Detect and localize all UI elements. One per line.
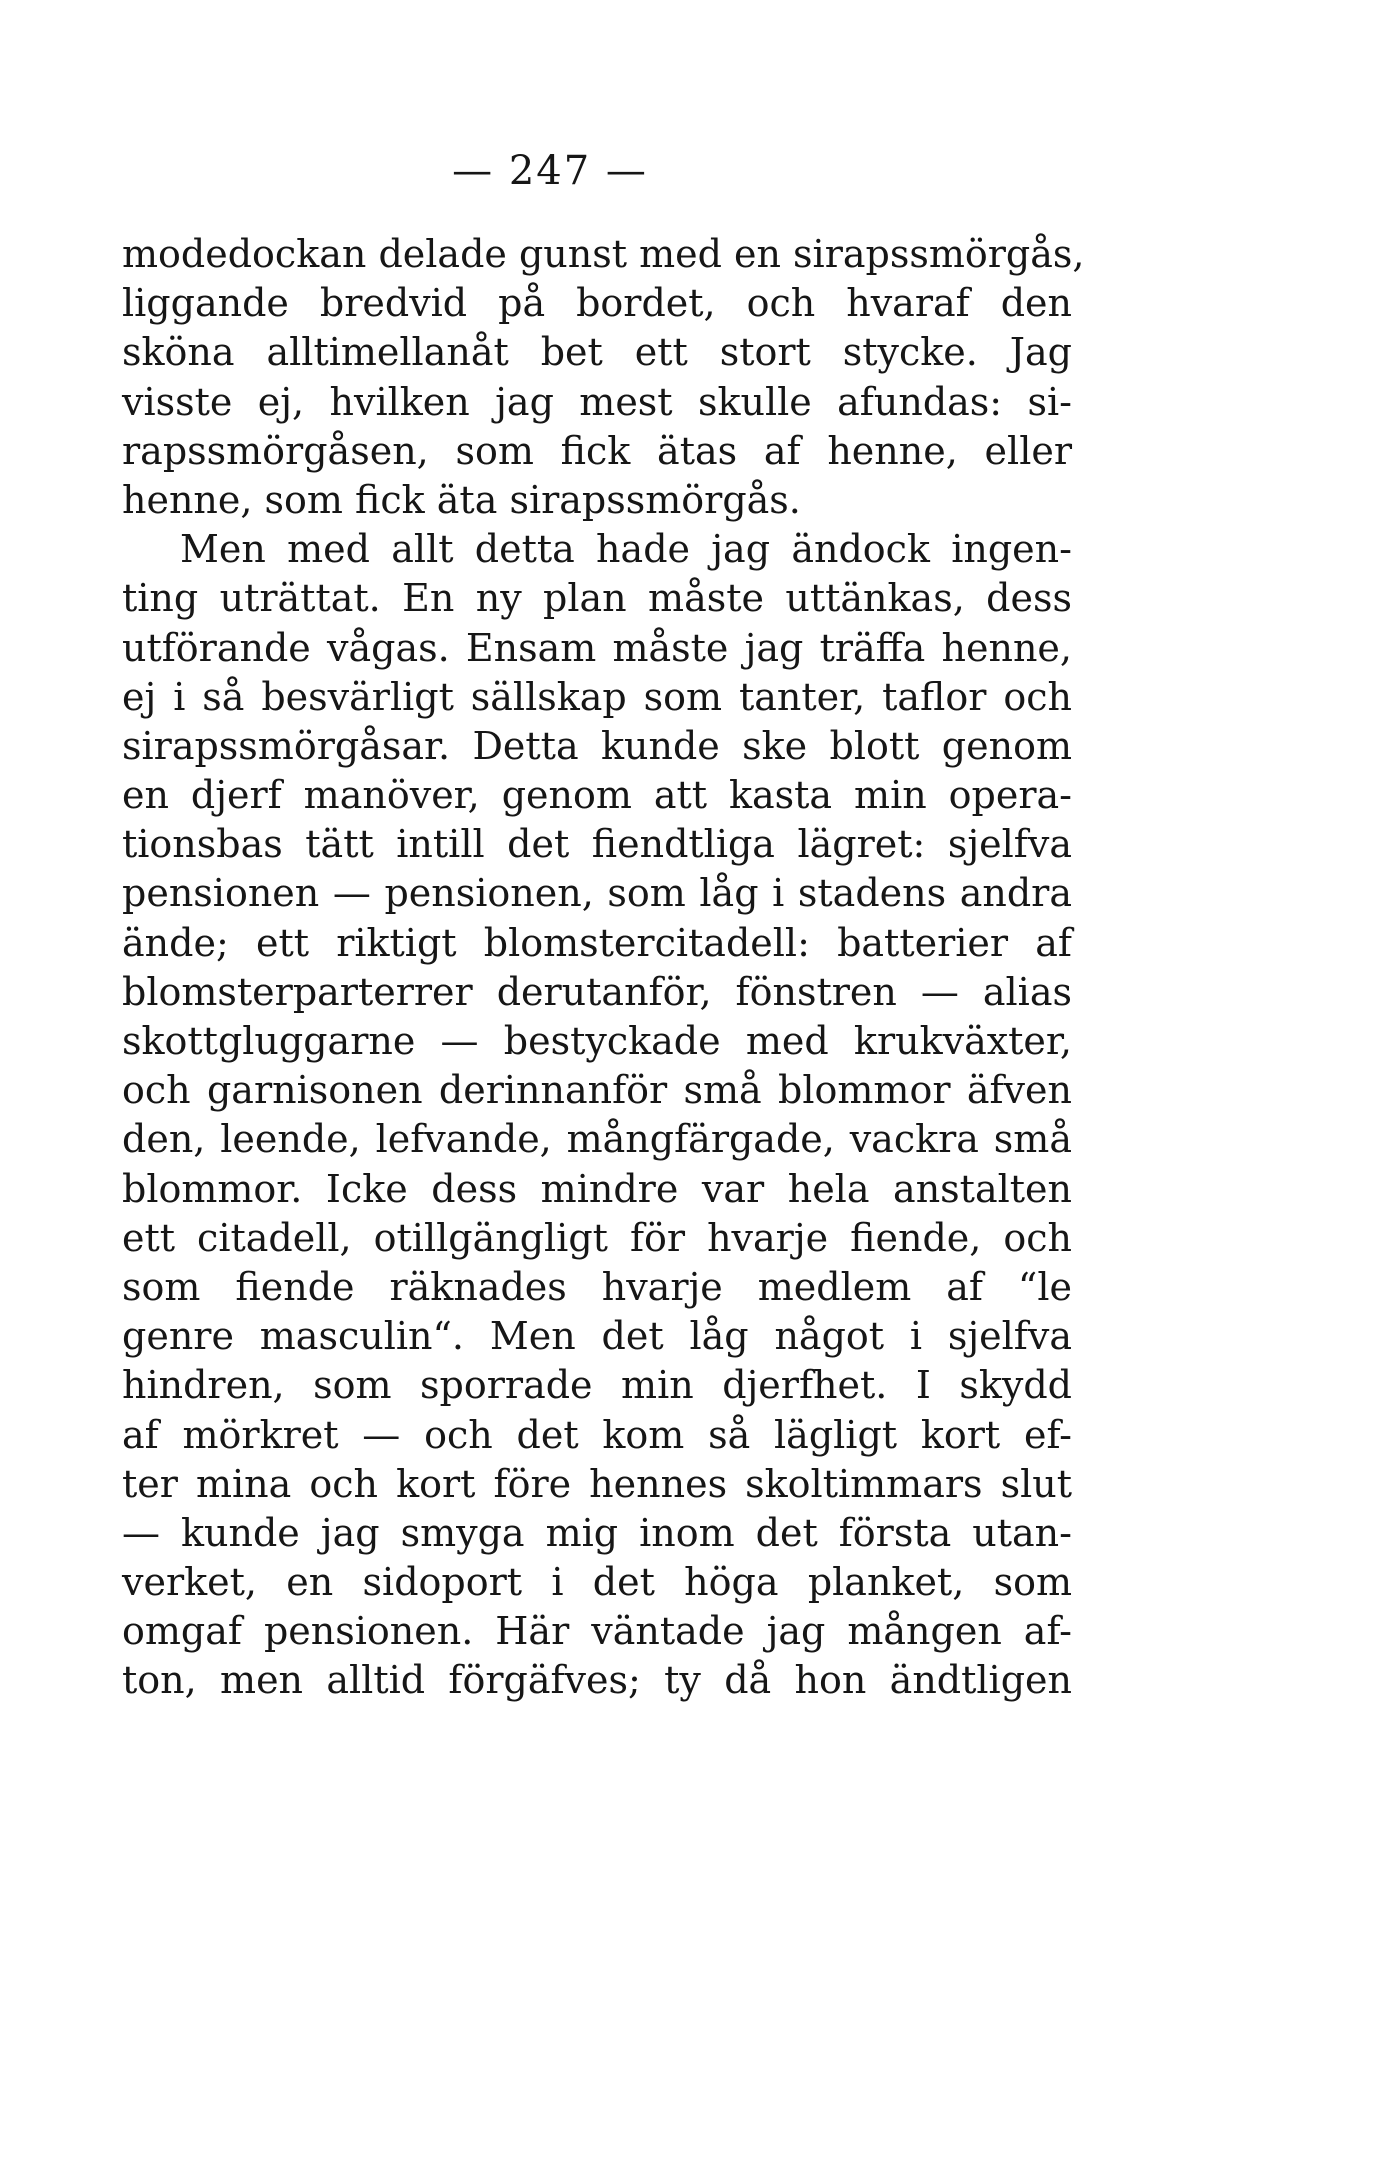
text-line: Men med allt detta hade jag ändock ingen-: [180, 527, 1072, 572]
body-text: [122, 230, 1085, 1706]
text-line: ett citadell, otillgängligt för hvarje fiende, och: [122, 1215, 1072, 1260]
text-line: sköna alltimellanåt bet ett stort stycke. Jag: [122, 330, 1072, 375]
text-line: den, leende, lefvande, mångfärgade, vackra små: [122, 1117, 1072, 1162]
text-line: blomsterparterrer derutanför, fönstren — alias: [122, 969, 1072, 1014]
text-line: visste ej, hvilken jag mest skulle afundas: si-: [122, 379, 1072, 424]
text-line: hindren, som sporrade min djerfhet. I skydd: [122, 1363, 1072, 1408]
text-line: genre masculin“. Men det låg något i sjelfva: [122, 1314, 1072, 1359]
text-line: pensionen — pensionen, som låg i stadens andra: [122, 871, 1072, 916]
text-line: skottgluggarne — bestyckade med krukväxter,: [122, 1019, 1072, 1063]
text-line: tionsbas tätt intill det fiendtliga lägret: sjelfva: [122, 822, 1072, 867]
page-number: — 247 —: [452, 148, 648, 194]
text-line: ände; ett riktigt blomstercitadell: batterier af: [122, 920, 1072, 965]
text-line: blommor. Icke dess mindre var hela anstalten: [122, 1166, 1072, 1211]
text-line: henne, som fick äta sirapssmörgås.: [122, 477, 801, 522]
text-line: omgaf pensionen. Här väntade jag mången af-: [122, 1609, 1072, 1654]
text-line: rapssmörgåsen, som fick ätas af henne, eller: [122, 428, 1072, 473]
text-line: ej i så besvärligt sällskap som tanter, taflor och: [122, 674, 1072, 719]
text-line: ting uträttat. En ny plan måste uttänkas, dess: [122, 576, 1072, 621]
text-line: modedockan delade gunst med en sirapssmörgås,: [122, 232, 1085, 276]
text-line: liggande bredvid på bordet, och hvaraf den: [122, 281, 1072, 326]
text-line: ton, men alltid förgäfves; ty då hon ändtligen: [122, 1658, 1072, 1703]
text-line: en djerf manöver, genom att kasta min opera-: [122, 773, 1072, 818]
text-line: som fiende räknades hvarje medlem af “le: [122, 1264, 1072, 1309]
text-line: — kunde jag smyga mig inom det första utan-: [122, 1510, 1072, 1555]
text-line: verket, en sidoport i det höga planket, som: [122, 1560, 1072, 1605]
text-line: af mörkret — och det kom så lägligt kort ef-: [122, 1412, 1072, 1457]
text-line: ter mina och kort före hennes skoltimmars slut: [122, 1461, 1072, 1506]
text-line: utförande vågas. Ensam måste jag träffa henne,: [122, 625, 1072, 670]
text-line: och garnisonen derinnanför små blommor äfven: [122, 1068, 1072, 1113]
text-line: sirapssmörgåsar. Detta kunde ske blott genom: [122, 723, 1072, 768]
